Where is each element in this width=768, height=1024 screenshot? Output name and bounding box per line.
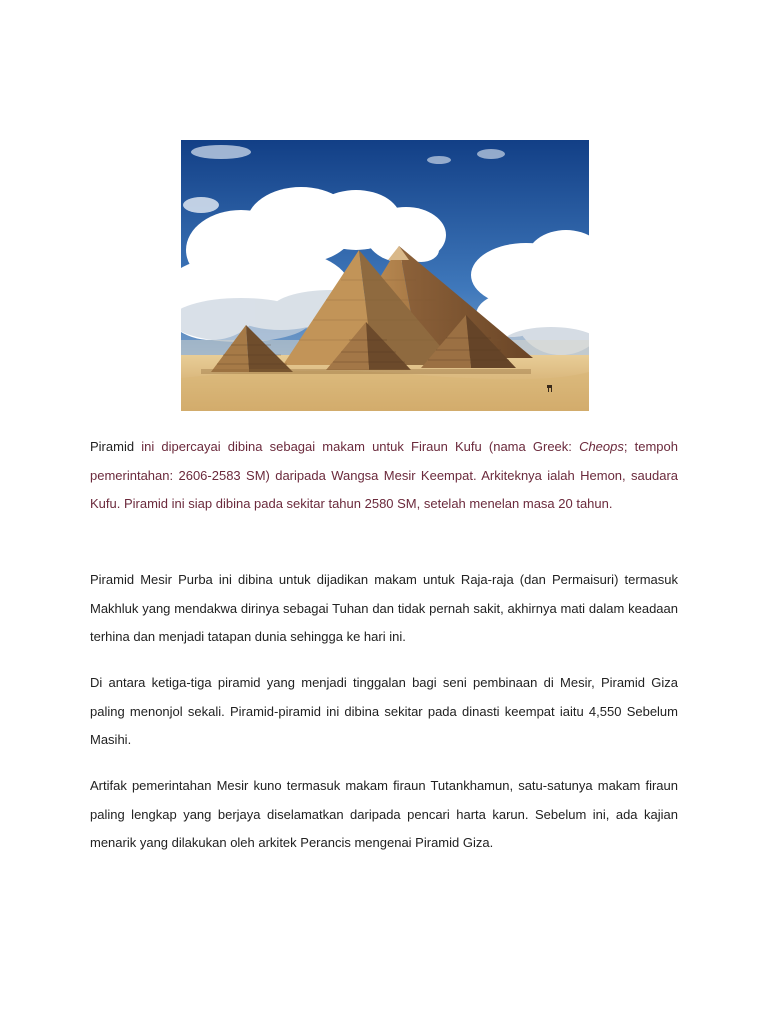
paragraph-1-lead: Piramid (90, 439, 135, 454)
paragraph-1 (90, 433, 678, 519)
paragraph-1-part2: ; tempoh pemerintahan: 2606-2583 SM) daripada Wangsa Mesir Keempat. Arkiteknya ialah Hemon, saudara Kufu. Piramid ini siap dibina pada sekitar tahun 2580 SM, setelah menelan masa 20 tahun. (90, 439, 678, 512)
paragraph-4: Artifak pemerintahan Mesir kuno termasuk makam firaun Tutankhamun, satu-satunya makam firaun paling lengkap yang berjaya diselamatkan daripada pencari harta karun. Sebelum ini, ada kajian menarik yang dilakukan oleh arkitek Perancis mengenai Piramid Giza. (90, 778, 678, 851)
paragraph-1-part1: ini dipercayai dibina sebagai makam untuk Firaun Kufu (nama Greek: (134, 439, 580, 454)
paragraph-2: Piramid Mesir Purba ini dibina untuk dijadikan makam untuk Raja-raja (dan Permaisuri) termasuk Makhluk yang mendakwa dirinya sebagai Tuhan dan tidak pernah sakit, akhirnya mati dalam keadaan terhina dan menjadi tatapan dunia sehingga ke hari ini. (90, 572, 678, 645)
pyramids-photo (181, 140, 589, 411)
paragraph-3: Di antara ketiga-tiga piramid yang menjadi tinggalan bagi seni pembinaan di Mesir, Piramid Giza paling menonjol sekali. Piramid-piramid ini dibina sekitar pada dinasti keempat iaitu 4,550 Sebelum Masihi. (90, 675, 678, 748)
paragraph-1-italic: Cheops (579, 439, 624, 454)
pyramids-illustration (181, 140, 589, 411)
